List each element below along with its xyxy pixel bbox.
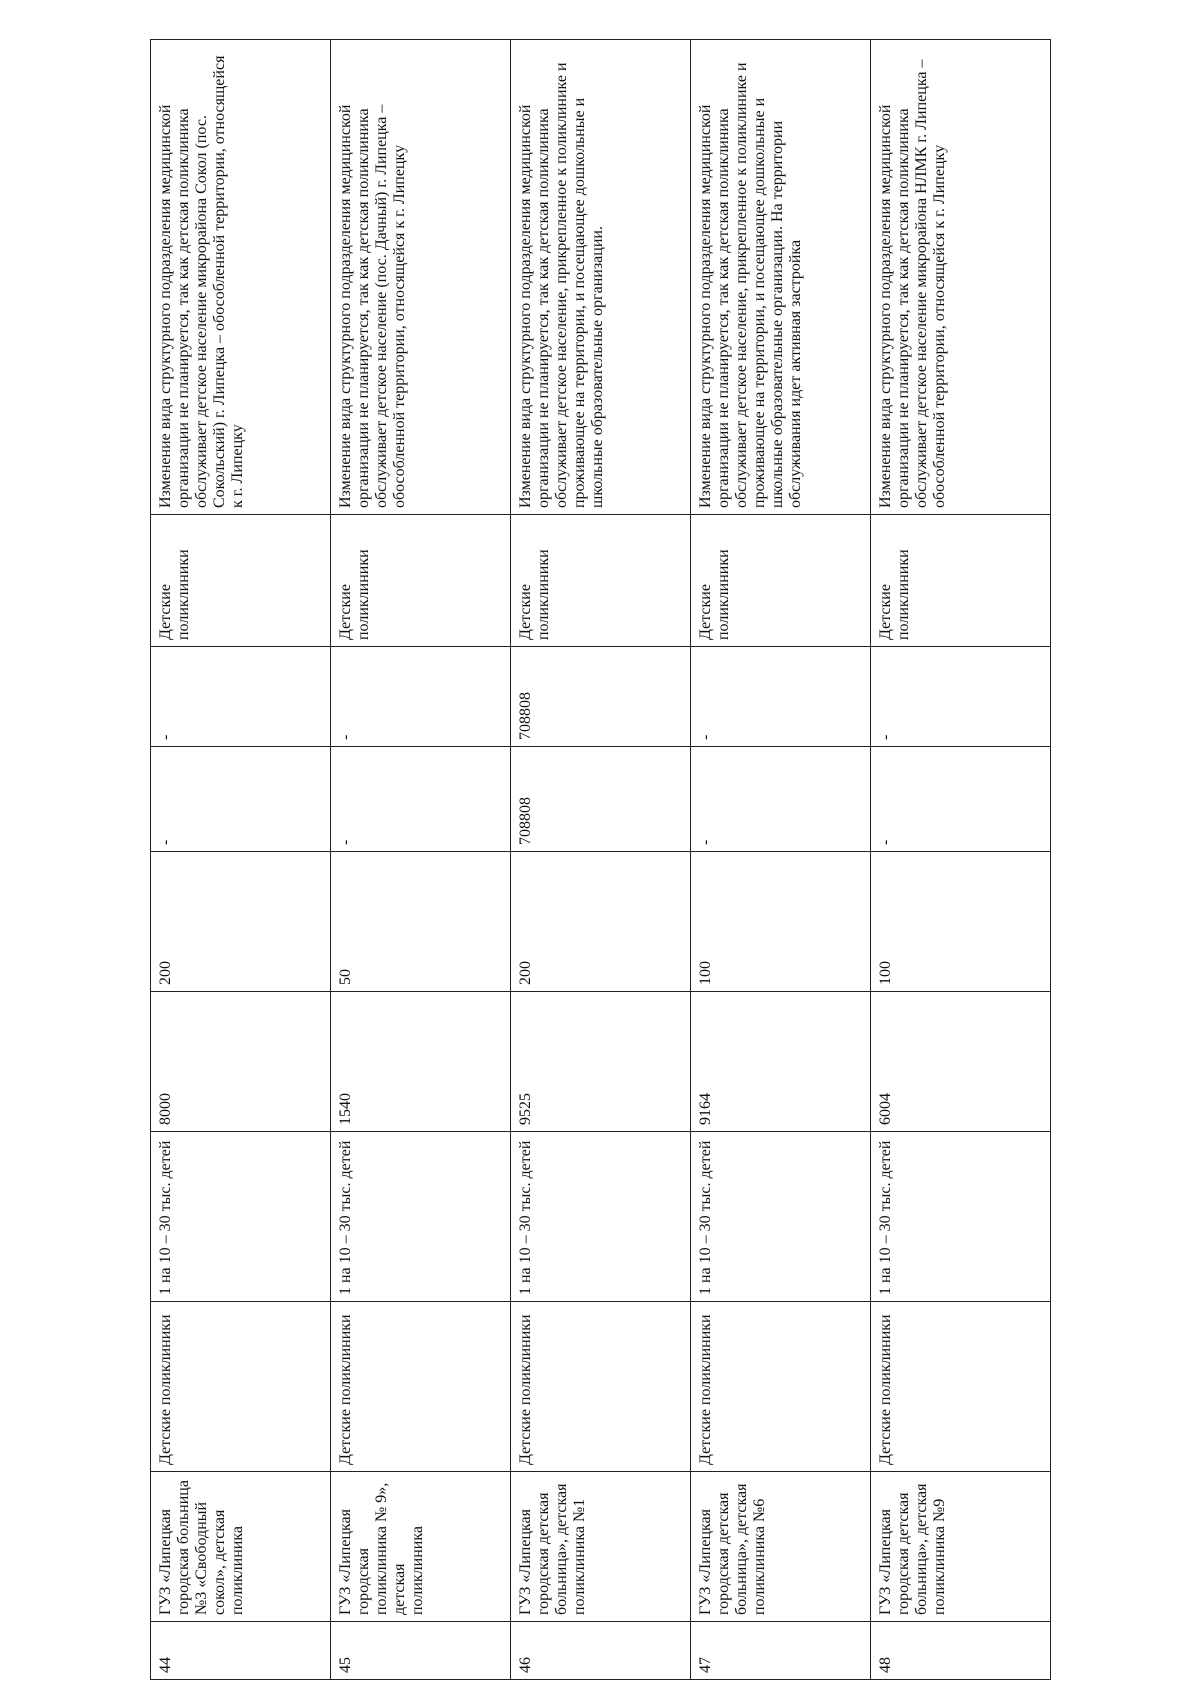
organization-name: ГУЗ «Липецкая городская детская больница», детская поликлиника №6	[697, 1483, 768, 1615]
row-number-cell	[871, 1622, 1051, 1680]
population-cell	[511, 992, 691, 1132]
distance-value: 200	[517, 961, 534, 985]
value-a: 708808	[517, 797, 534, 845]
population-value: 9164	[697, 1093, 714, 1125]
population-value: 6004	[877, 1093, 894, 1125]
distance-value: 100	[877, 961, 894, 985]
facility-type-cell	[691, 1302, 871, 1472]
distance-value: 200	[157, 961, 174, 985]
value-a: -	[157, 839, 174, 845]
organization-name: ГУЗ «Липецкая городская больница №3 «Свободный сокол», детская поликлиника	[157, 1480, 246, 1615]
organization-name: ГУЗ «Липецкая городская детская больница», детская поликлиника №9	[877, 1483, 948, 1615]
note-cell	[151, 40, 331, 515]
kind-cell	[691, 515, 871, 647]
value-a: -	[337, 839, 354, 845]
note-text: Изменение вида структурного подразделения медицинской организации не планируется, так как детская поликлиника обслуживает детское население, прикрепленное к поликлинике и проживающее на территории, и посещающее дошкольные и школьные образовательные организации.	[517, 62, 606, 508]
organization-name: ГУЗ «Липецкая городская поликлиника № 9», детская поликлиника	[337, 1482, 426, 1615]
value-a: -	[877, 839, 894, 845]
facility-type-cell	[151, 1302, 331, 1472]
organization-name: ГУЗ «Липецкая городская детская больница», детская поликлиника №1	[517, 1483, 588, 1615]
facility-type: Детские поликлиники	[877, 1314, 894, 1465]
distance-value: 50	[337, 969, 354, 985]
value-b: -	[697, 734, 714, 740]
value-b: -	[337, 734, 354, 740]
facility-type-cell	[511, 1302, 691, 1472]
row-number-cell	[151, 1622, 331, 1680]
norm-value: 1 на 10 – 30 тыс. детей	[157, 1140, 174, 1295]
row-number: 47	[697, 1657, 714, 1673]
population-cell	[871, 992, 1051, 1132]
value-b-cell	[511, 647, 691, 747]
value-b-cell	[331, 647, 511, 747]
value-a-cell	[331, 747, 511, 852]
organization-cell	[151, 1472, 331, 1622]
kind-cell	[511, 515, 691, 647]
kind-value: Детские поликлиники	[877, 549, 912, 640]
distance-cell	[871, 852, 1051, 992]
norm-cell	[331, 1132, 511, 1302]
value-b: 708808	[517, 692, 534, 740]
distance-cell	[151, 852, 331, 992]
value-b-cell	[151, 647, 331, 747]
kind-value: Детские поликлиники	[517, 549, 552, 640]
facility-type: Детские поликлиники	[517, 1314, 534, 1465]
norm-value: 1 на 10 – 30 тыс. детей	[697, 1140, 714, 1295]
norm-cell	[511, 1132, 691, 1302]
facility-type: Детские поликлиники	[697, 1314, 714, 1465]
norm-cell	[691, 1132, 871, 1302]
note-cell	[691, 40, 871, 515]
population-value: 9525	[517, 1093, 534, 1125]
distance-cell	[511, 852, 691, 992]
facility-type-cell	[871, 1302, 1051, 1472]
norm-value: 1 на 10 – 30 тыс. детей	[517, 1140, 534, 1295]
row-number-cell	[331, 1622, 511, 1680]
organization-cell	[511, 1472, 691, 1622]
row-number-cell	[511, 1622, 691, 1680]
organization-cell	[691, 1472, 871, 1622]
organization-cell	[871, 1472, 1051, 1622]
value-a-cell	[151, 747, 331, 852]
kind-value: Детские поликлиники	[337, 549, 372, 640]
kind-value: Детские поликлиники	[157, 549, 192, 640]
kind-value: Детские поликлиники	[697, 549, 732, 640]
population-value: 1540	[337, 1093, 354, 1125]
norm-cell	[151, 1132, 331, 1302]
distance-value: 100	[697, 961, 714, 985]
population-cell	[331, 992, 511, 1132]
distance-cell	[691, 852, 871, 992]
note-text: Изменение вида структурного подразделения медицинской организации не планируется, так как детская поликлиника обслуживает детское население (пос. Дачный) г. Липецка – обособленной территории, относящейся к г. Липецку	[337, 104, 408, 508]
value-b: -	[877, 734, 894, 740]
value-a-cell	[871, 747, 1051, 852]
kind-cell	[871, 515, 1051, 647]
value-a-cell	[511, 747, 691, 852]
facility-table	[150, 39, 1051, 1680]
value-a: -	[697, 839, 714, 845]
norm-value: 1 на 10 – 30 тыс. детей	[337, 1140, 354, 1295]
table-row	[151, 40, 331, 1680]
note-text: Изменение вида структурного подразделения медицинской организации не планируется, так как детская поликлиника обслуживает детское население микрорайона НЛМК г. Липецка – обособленной территории, относящейся к г. Липецку	[877, 59, 948, 508]
distance-cell	[331, 852, 511, 992]
note-text: Изменение вида структурного подразделения медицинской организации не планируется, так как детская поликлиника обслуживает детское население, прикрепленное к поликлинике и проживающее на территории, и посещающее дошкольные и школьные образовательные организации. На территории обслуживания идет активная застройка	[697, 62, 804, 508]
norm-cell	[871, 1132, 1051, 1302]
row-number: 44	[157, 1657, 174, 1673]
value-b-cell	[691, 647, 871, 747]
note-text: Изменение вида структурного подразделения медицинской организации не планируется, так как детская поликлиника обслуживает детское население микрорайона Сокол (пос. Сокольский) г. Липецка – обособленной территории, относящейся к г. Липецку	[157, 55, 246, 508]
facility-type: Детские поликлиники	[157, 1314, 174, 1465]
population-cell	[151, 992, 331, 1132]
table-row	[871, 40, 1051, 1680]
table-row	[511, 40, 691, 1680]
note-cell	[331, 40, 511, 515]
note-cell	[871, 40, 1051, 515]
rotated-table-wrapper	[150, 40, 1050, 1680]
kind-cell	[151, 515, 331, 647]
facility-type: Детские поликлиники	[337, 1314, 354, 1465]
norm-value: 1 на 10 – 30 тыс. детей	[877, 1140, 894, 1295]
value-b: -	[157, 734, 174, 740]
value-b-cell	[871, 647, 1051, 747]
note-cell	[511, 40, 691, 515]
population-value: 8000	[157, 1093, 174, 1125]
value-a-cell	[691, 747, 871, 852]
row-number: 45	[337, 1657, 354, 1673]
table-row	[691, 40, 871, 1680]
row-number: 48	[877, 1657, 894, 1673]
facility-type-cell	[331, 1302, 511, 1472]
row-number-cell	[691, 1622, 871, 1680]
table-row	[331, 40, 511, 1680]
kind-cell	[331, 515, 511, 647]
row-number: 46	[517, 1657, 534, 1673]
population-cell	[691, 992, 871, 1132]
organization-cell	[331, 1472, 511, 1622]
